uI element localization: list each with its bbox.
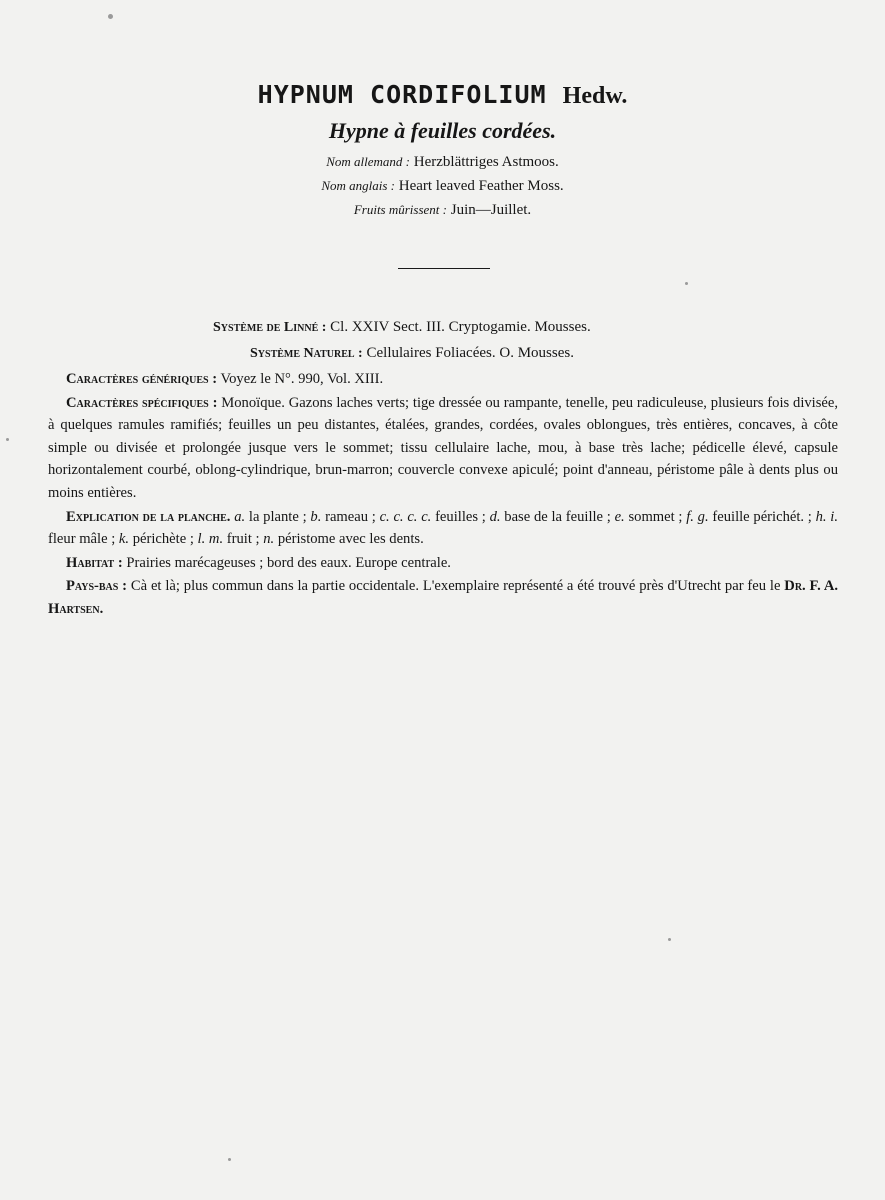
plate-figure-description: fleur mâle ;	[48, 531, 119, 548]
plate-figure-key: f. g.	[686, 508, 709, 525]
specific-characters-label: Caractères spécifiques :	[66, 394, 218, 411]
plate-figure-key: n.	[263, 531, 275, 548]
paper-speck	[108, 14, 113, 19]
paper-speck	[668, 938, 671, 941]
generic-characters-label: Caractères génériques :	[66, 371, 218, 387]
linnean-system-value: Cl. XXIV Sect. III. Cryptogamie. Mousses.	[330, 319, 591, 335]
description-body	[48, 368, 838, 622]
plate-figure-description: périchète ;	[129, 531, 198, 548]
page-title	[0, 80, 885, 110]
english-name-value: Heart leaved Feather Moss.	[398, 178, 564, 194]
paper-speck	[6, 438, 9, 441]
fruiting-label: Fruits mûrissent :	[353, 202, 447, 217]
english-name-line	[0, 178, 885, 195]
divider-rule	[398, 268, 490, 269]
plate-explanation-label: Explication de la planche.	[66, 508, 231, 525]
specific-characters-paragraph	[48, 392, 838, 505]
generic-characters-paragraph	[48, 368, 838, 391]
habitat-paragraph	[48, 552, 838, 575]
english-name-label: Nom anglais :	[321, 178, 395, 193]
french-name: Hypne à feuilles cordées.	[328, 118, 557, 143]
plate-figure-key: k.	[118, 531, 130, 548]
fruiting-value: Juin—Juillet.	[450, 202, 532, 218]
plate-figure-key: e.	[614, 508, 625, 525]
plate-figure-key: l. m.	[197, 531, 224, 548]
plate-figure-key: a.	[234, 508, 246, 525]
plate-figure-key: d.	[489, 508, 501, 525]
german-name-value: Herzblättriges Astmoos.	[413, 154, 559, 170]
netherlands-text: Cà et là; plus commun dans la partie occidentale. L'exemplaire représenté a été trouvé près d'Utrecht par feu le	[130, 578, 781, 595]
paper-speck	[228, 1158, 231, 1161]
natural-system-line	[250, 345, 574, 362]
fruiting-line	[0, 202, 885, 219]
specific-characters-text: Monoïque. Gazons laches verts; tige dressée ou rampante, tenelle, peu radiculeuse, plusieurs fois divisée, à quelques ramules ramifiés; feuilles un peu distantes, étalées, grandes, cordées, ovales oblongues, très entières, concaves, à côte simple ou divisée et prolongée jusque vers le sommet; tissu cellulaire lache, mou, à base très lache; pédicelle élevé, capsule horizontalement courbé, oblong-cylindrique, brun-marron; couvercle convexe apiculé; point d'anneau, péristome pâle à dents plus ou moins entières.	[48, 394, 839, 501]
plate-figure-description: base de la feuille ;	[500, 508, 615, 525]
german-name-line	[0, 154, 885, 171]
plate-figure-key: b.	[310, 508, 322, 525]
plate-figure-description: péristome avec les dents.	[274, 531, 424, 548]
plate-figure-description: feuille périchét. ;	[708, 508, 816, 525]
natural-system-value: Cellulaires Foliacées. O. Mousses.	[366, 345, 574, 361]
species-name: HYPNUM CORDIFOLIUM	[257, 80, 547, 109]
plate-explanation-paragraph	[48, 506, 838, 551]
plate-figure-description: feuilles ;	[431, 508, 490, 525]
plate-figure-key: c. c. c. c.	[379, 508, 432, 525]
plate-figure-key: h. i.	[815, 508, 839, 525]
plate-figure-description: rameau ;	[321, 508, 380, 525]
plate-figure-description: sommet ;	[624, 508, 687, 525]
generic-characters-text: Voyez le N°. 990, Vol. XIII.	[220, 371, 384, 387]
netherlands-label: Pays-bas :	[66, 578, 128, 595]
linnean-system-line	[213, 319, 591, 336]
linnean-system-label: Système de Linné :	[213, 320, 327, 335]
author-abbrev: Hedw.	[562, 83, 628, 109]
netherlands-paragraph	[48, 575, 838, 620]
habitat-label: Habitat :	[66, 554, 123, 571]
habitat-text: Prairies marécageuses ; bord des eaux. Europe centrale.	[126, 554, 451, 571]
german-name-label: Nom allemand :	[326, 154, 411, 169]
paper-speck	[685, 282, 688, 285]
collector-name: Dr. F. A. Hartsen.	[48, 578, 839, 617]
natural-system-label: Système Naturel :	[250, 346, 363, 361]
plate-figure-description: fruit ;	[223, 531, 264, 548]
plate-figure-description: la plante ;	[245, 508, 311, 525]
